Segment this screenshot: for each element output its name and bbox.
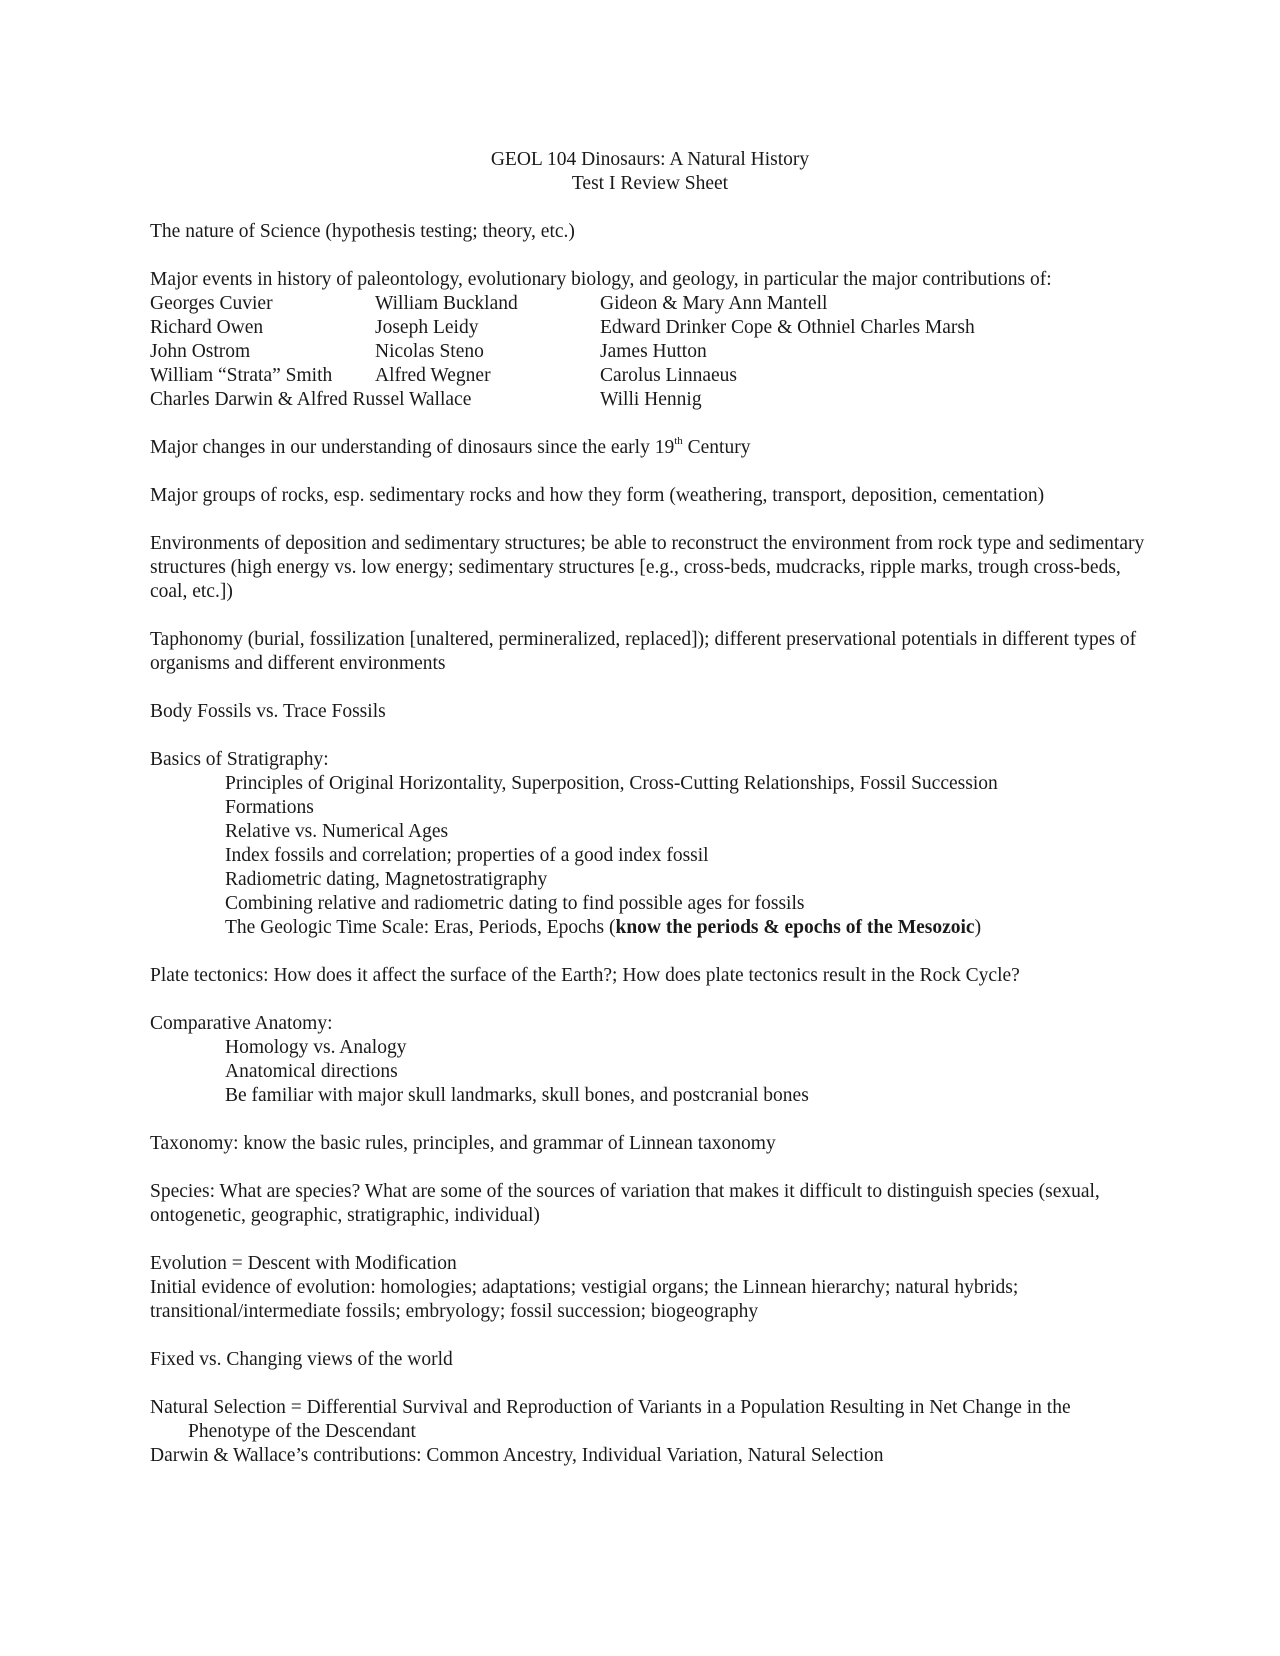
contributors-table <box>150 292 1150 412</box>
contributor: Carolus Linnaeus <box>600 365 738 386</box>
stratigraphy-item: Radiometric dating, Magnetostratigraphy <box>225 869 548 890</box>
natural-selection-definition: Natural Selection = Differential Survival and Reproduction of Variants in a Population Resulting in Net Change in the Phenotype of the Descendant <box>150 1397 1071 1442</box>
topic-rocks: Major groups of rocks, esp. sedimentary rocks and how they form (weathering, transport, deposition, cementation) <box>150 485 1045 506</box>
topic-changes: Major changes in our understanding of dinosaurs since the early 19th Century <box>150 434 751 458</box>
anatomy-item: Anatomical directions <box>225 1061 398 1082</box>
stratigraphy-heading: Basics of Stratigraphy: <box>150 749 329 770</box>
review-sheet <box>150 148 1150 1468</box>
topic-species: Species: What are species? What are some of the sources of variation that makes it difficult to distinguish species (sexual, ontogenetic, geographic, stratigraphic, individual) <box>150 1181 1100 1226</box>
topic-fossils: Body Fossils vs. Trace Fossils <box>150 701 386 722</box>
contributor: Gideon & Mary Ann Mantell <box>600 293 828 314</box>
contributor: Alfred Wegner <box>375 365 491 386</box>
topic-plate-tectonics: Plate tectonics: How does it affect the surface of the Earth?; How does plate tectonics result in the Rock Cycle? <box>150 965 1020 986</box>
contributor: William “Strata” Smith <box>150 365 333 386</box>
history-intro: Major events in history of paleontology, evolutionary biology, and geology, in particular the major contributions of: <box>150 269 1052 290</box>
stratigraphy-item: Principles of Original Horizontality, Superposition, Cross-Cutting Relationships, Fossil Succession <box>225 773 998 794</box>
contributor: John Ostrom <box>150 341 251 362</box>
contributor: James Hutton <box>600 341 707 362</box>
contributor: Charles Darwin & Alfred Russel Wallace <box>150 389 472 410</box>
sheet-subtitle: Test I Review Sheet <box>571 173 729 194</box>
contributor: Nicolas Steno <box>375 341 484 362</box>
stratigraphy-item: Index fossils and correlation; properties of a good index fossil <box>225 845 709 866</box>
contributor: Joseph Leidy <box>375 317 479 338</box>
stratigraphy-item: Formations <box>225 797 314 818</box>
course-title: GEOL 104 Dinosaurs: A Natural History <box>490 149 810 170</box>
topic-world-views: Fixed vs. Changing views of the world <box>150 1349 453 1370</box>
evolution-definition: Evolution = Descent with Modification <box>150 1253 457 1274</box>
contributor: Georges Cuvier <box>150 293 273 314</box>
anatomy-item: Be familiar with major skull landmarks, skull bones, and postcranial bones <box>225 1085 809 1106</box>
contributor: Willi Hennig <box>600 389 702 410</box>
contributor: William Buckland <box>375 293 518 314</box>
topic-science: The nature of Science (hypothesis testing; theory, etc.) <box>150 221 575 242</box>
evolution-evidence: Initial evidence of evolution: homologies; adaptations; vestigial organs; the Linnean hierarchy; natural hybrids; transitional/intermediate fossils; embryology; fossil succession; biogeography <box>150 1277 1019 1322</box>
darwin-wallace-contributions: Darwin & Wallace’s contributions: Common Ancestry, Individual Variation, Natural Selection <box>150 1445 884 1466</box>
anatomy-item: Homology vs. Analogy <box>225 1037 407 1058</box>
stratigraphy-item: Relative vs. Numerical Ages <box>225 821 449 842</box>
contributor: Richard Owen <box>150 317 264 338</box>
topic-taphonomy: Taphonomy (burial, fossilization [unaltered, permineralized, replaced]); different preservational potentials in different types of organisms and different environments <box>150 629 1137 674</box>
stratigraphy-item: Combining relative and radiometric dating to find possible ages for fossils <box>225 893 805 914</box>
stratigraphy-item-timescale: The Geologic Time Scale: Eras, Periods, Epochs (know the periods & epochs of the Mesozoic) <box>225 917 982 938</box>
anatomy-heading: Comparative Anatomy: <box>150 1013 333 1034</box>
contributor: Edward Drinker Cope & Othniel Charles Marsh <box>600 317 975 338</box>
topic-taxonomy: Taxonomy: know the basic rules, principles, and grammar of Linnean taxonomy <box>150 1133 776 1154</box>
topic-environments: Environments of deposition and sedimentary structures; be able to reconstruct the environment from rock type and sedimentary structures (high energy vs. low energy; sedimentary structures [e.g., cross-beds, mudcracks, ripple marks, trough cross-beds, coal, etc.]) <box>150 533 1145 602</box>
